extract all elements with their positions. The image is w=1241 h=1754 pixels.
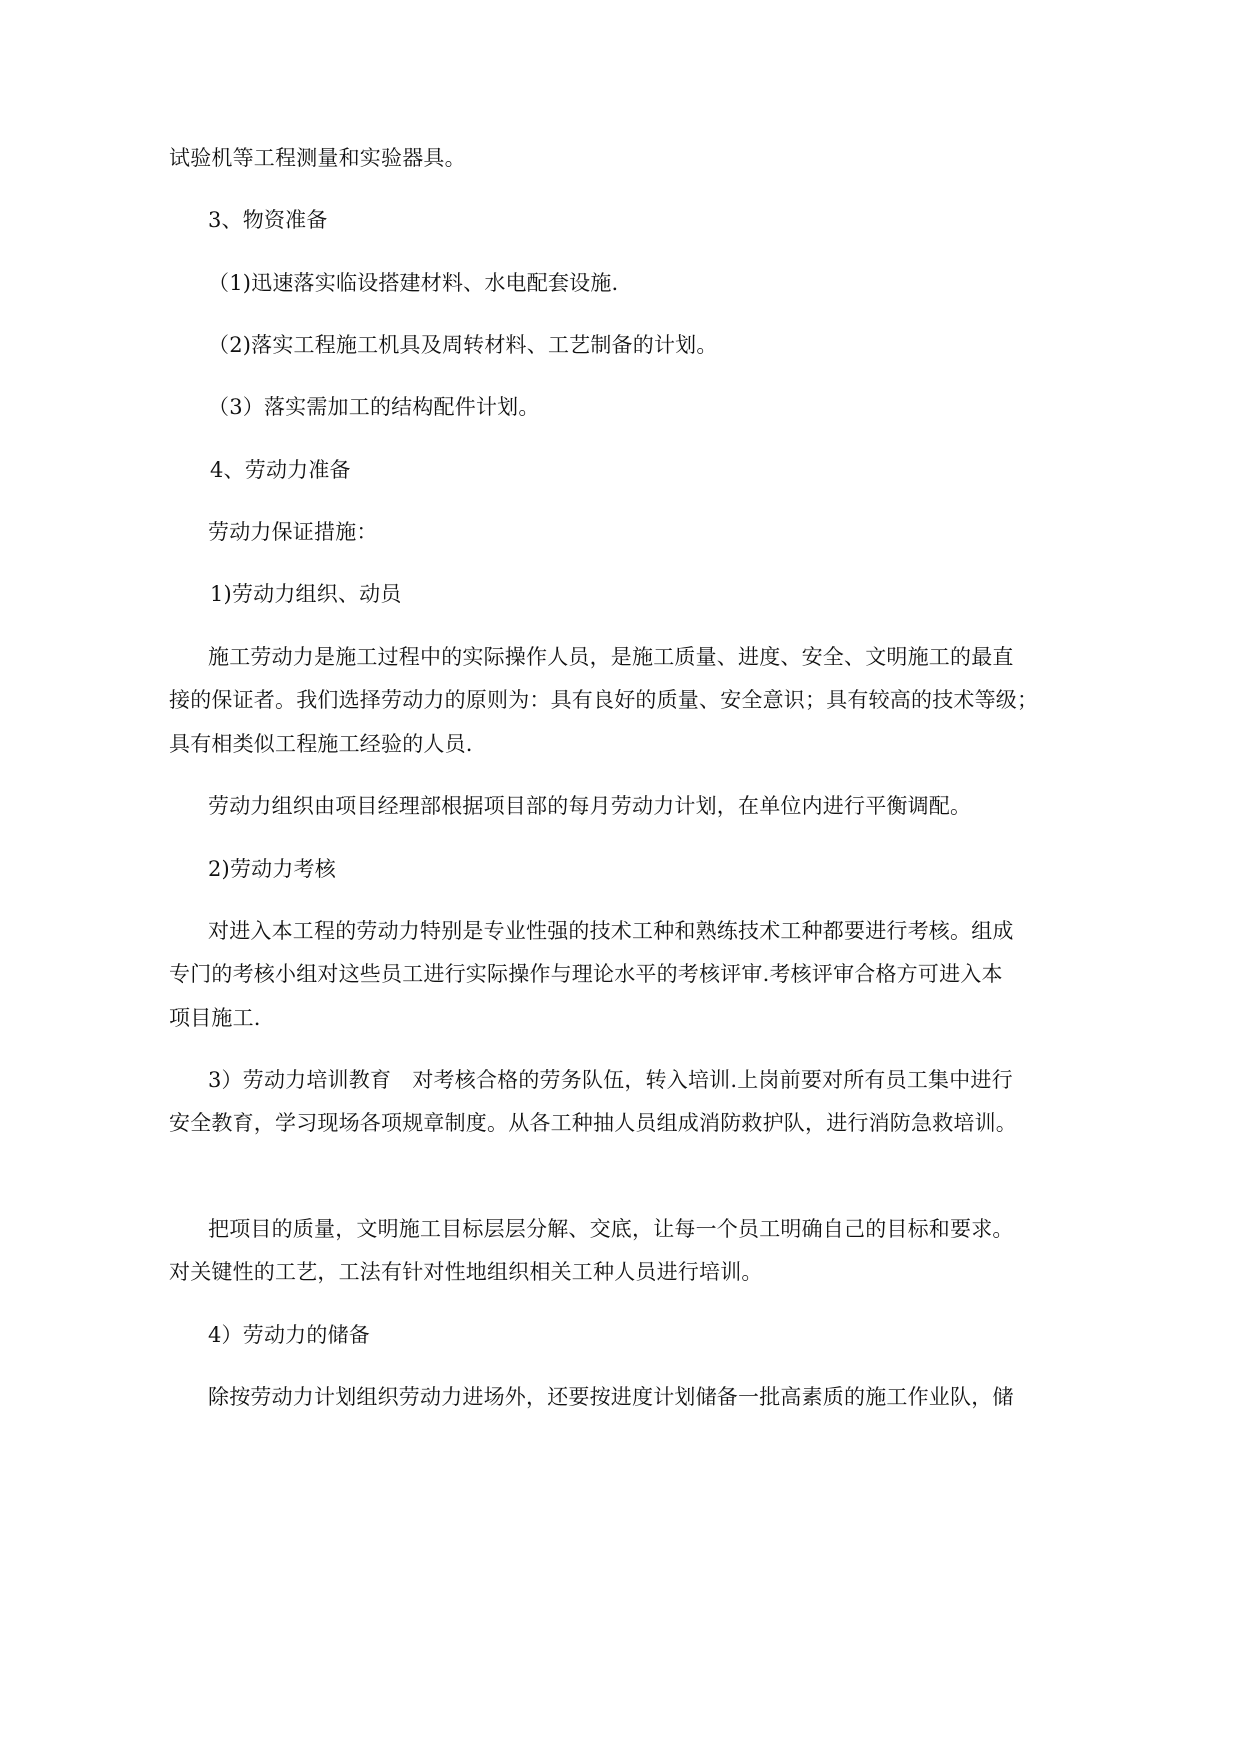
text-line: 接的保证者。我们选择劳动力的原则为：具有良好的质量、安全意识；具有较高的技术等级； <box>169 688 1039 712</box>
text-line: 除按劳动力计划组织劳动力进场外，还要按进度计划储备一批高素质的施工作业队，储 <box>208 1385 1014 1409</box>
text-line: 3）劳动力培训教育 对考核合格的劳务队伍，转入培训.上岗前要对所有员工集中进行 <box>208 1068 1013 1092</box>
list-item: （3）落实需加工的结构配件计划。 <box>208 395 540 419</box>
subsection-heading: 2)劳动力考核 <box>208 857 336 881</box>
list-item: （1)迅速落实临设搭建材料、水电配套设施. <box>208 271 619 295</box>
text-line: 安全教育，学习现场各项规章制度。从各工种抽人员组成消防救护队，进行消防急救培训。 <box>169 1111 1017 1135</box>
text-line: 具有相类似工程施工经验的人员. <box>169 732 473 756</box>
section-heading: 3、物资准备 <box>208 208 328 232</box>
list-item: （2)落实工程施工机具及周转材料、工艺制备的计划。 <box>208 333 718 357</box>
text-line: 专门的考核小组对这些员工进行实际操作与理论水平的考核评审.考核评审合格方可进入本 <box>169 962 1003 986</box>
text-line: 项目施工. <box>169 1006 261 1030</box>
section-heading: 4、劳动力准备 <box>210 458 351 482</box>
subsection-heading: 4）劳动力的储备 <box>208 1323 370 1347</box>
text-line: 劳动力保证措施： <box>208 520 378 544</box>
text-line: 施工劳动力是施工过程中的实际操作人员，是施工质量、进度、安全、文明施工的最直 <box>208 645 1014 669</box>
text-line: 把项目的质量，文明施工目标层层分解、交底，让每一个员工明确自己的目标和要求。 <box>208 1217 1014 1241</box>
text-line: 对进入本工程的劳动力特别是专业性强的技术工种和熟练技术工种都要进行考核。组成 <box>208 919 1014 943</box>
text-line: 对关键性的工艺，工法有针对性地组织相关工种人员进行培训。 <box>169 1260 763 1284</box>
text-line: 劳动力组织由项目经理部根据项目部的每月劳动力计划，在单位内进行平衡调配。 <box>208 794 972 818</box>
subsection-heading: 1)劳动力组织、动员 <box>210 582 402 606</box>
text-line: 试验机等工程测量和实验器具。 <box>169 146 466 170</box>
